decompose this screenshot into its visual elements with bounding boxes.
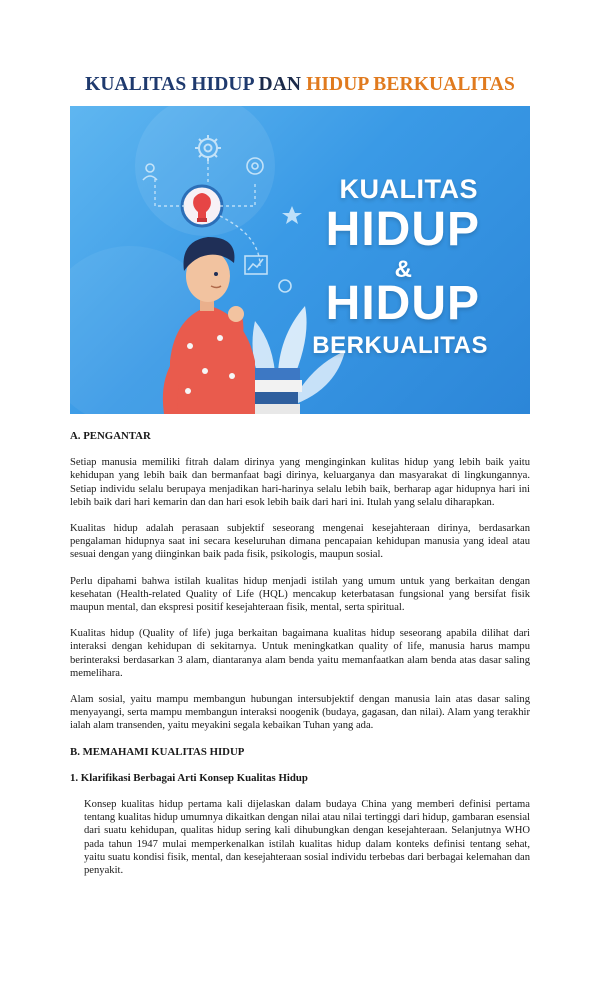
lightbulb-icon (182, 186, 222, 226)
banner-image (70, 106, 530, 414)
paragraph-6: Konsep kualitas hidup pertama kali dijelaskan dalam budaya China yang memberi definisi pertama tentang kualitas hidup umumnya dikaitkan dengan nilai atau nilai tertinggi dari hidup, gambaran esensial dari suatu kehidupan, qualitas hidup sering kali dihubungkan dengan kesejahteraan. Selanjutnya WHO pada tahun 1947 mulai memperkenalkan istilah kualitas hidup dalam konteks definisi tentang sehat, yaitu suatu kondisi fisik, mental, dan kesejahteraan sosial individu terbebas dari berbagai kelemahan dan penyakit. (84, 799, 530, 877)
banner-line-2: HIDUP (325, 203, 480, 256)
star-icon (282, 206, 302, 224)
paragraph-3: Perlu dipahami bahwa istilah kualitas hidup menjadi istilah yang umum untuk yang berkaitan dengan kesehatan (Health-related Quality of Life (HQL) mencakup keterbatasan fungsional yang bersifat fisik maupun mental, dan ekspresi positif kesejahteraan fisik, mental, serta spiritual. (70, 575, 530, 614)
subsection-1-heading: 1. Klarifikasi Berbagai Arti Konsep Kualitas Hidup (70, 771, 308, 784)
banner-line-5: BERKUALITAS (312, 332, 488, 359)
paragraph-4: Kualitas hidup (Quality of life) juga berkaitan bagaimana kualitas hidup seseorang apabila dilihat dari interaksi dengan kehidupan di sekitarnya. Untuk meningkatkan quality of life, manusia harus mampu berinteraksi berdasarkan 3 alam, diantaranya alam benda yaitu memanfaatkan alam benda atas dasar saling memelihara. (70, 628, 530, 679)
page-title (0, 74, 600, 96)
paragraph-5: Alam sosial, yaitu mampu membangun hubungan intersubjektif dengan manusia lain atas dasar saling menyayangi, serta mampu membangun interaksi noogenik (budaya, gagasan, dan nilai). Alam yang terakhir ialah alam transenden, yaitu meyakini segala kebaikan Tuhan yang ada. (70, 694, 530, 732)
title-part-3: HIDUP BERKUALITAS (306, 74, 515, 95)
paragraph-1: Setiap manusia memiliki fitrah dalam dirinya yang menginginkan kulitas hidup yang lebih baik yaitu kehidupan yang lebih baik dan bermanfaat bagi dirinya, keluarganya dan masyarakat di lingkungannya. Setiap individu selalu berupaya menjadikan hari-harinya selalu lebih baik, berharap agar hidupnya hari ini lebih baik dari hari kemarin dan dan hari esok lebih baik dari hari ini. Itulah yang selalu diharapkan. (70, 457, 530, 508)
title-part-1: KUALITAS HIDUP (85, 74, 254, 95)
document-body (70, 430, 530, 877)
banner-line-4: HIDUP (325, 277, 480, 330)
banner-illustration (70, 106, 530, 414)
banner-line-3: & (394, 256, 412, 283)
settings-icon (279, 280, 291, 292)
title-part-2: DAN (258, 74, 302, 95)
paragraph-2: Kualitas hidup adalah perasaan subjektif seseorang mengenai kesejahteraan dirinya, berdasarkan pengalaman hidupnya saat ini secara keseluruhan dimana pencapaian kehidupan manusia yang ideal atau sesuai dengan yang diinginkan baik pada fisik, psikologis, maupun sosial. (70, 523, 530, 561)
section-a-heading: A. PENGANTAR (70, 430, 151, 442)
section-b-heading: B. MEMAHAMI KUALITAS HIDUP (70, 745, 245, 758)
chart-icon (245, 256, 267, 274)
banner-line-1: KUALITAS (339, 174, 478, 204)
